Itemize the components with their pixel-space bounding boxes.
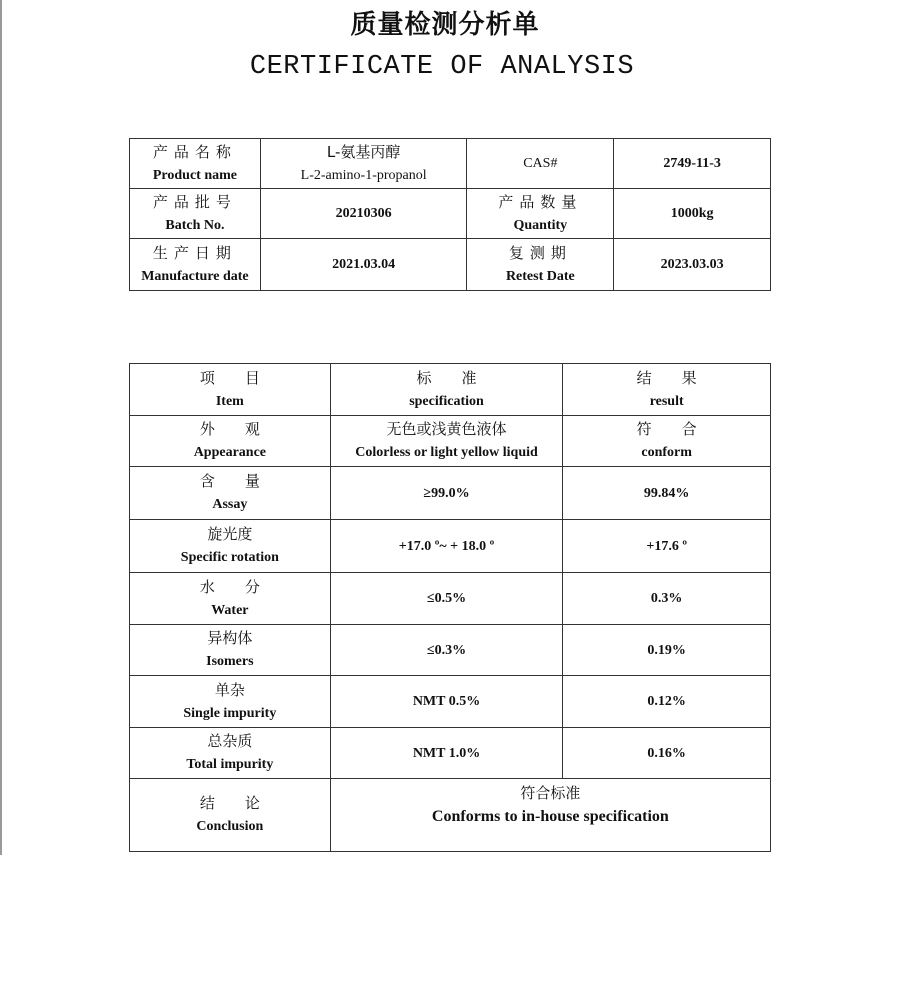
item-cell: 外 观 Appearance — [130, 416, 331, 467]
header-specification: 标 准 specification — [330, 364, 563, 416]
batch-value: 20210306 — [260, 189, 467, 239]
info-row-product — [130, 139, 771, 189]
manufacture-date-label: 生产日期 Manufacture date — [130, 239, 261, 291]
retest-date-value: 2023.03.03 — [614, 239, 771, 291]
product-info-table — [129, 138, 771, 291]
batch-label: 产品批号 Batch No. — [130, 189, 261, 239]
result-cell: 0.19% — [563, 625, 771, 676]
header-result: 结 果 result — [563, 364, 771, 416]
cas-label: CAS# — [467, 139, 614, 189]
document-title-chinese: 质量检测分析单 — [350, 10, 540, 40]
results-row-conclusion — [130, 779, 771, 852]
conclusion-text: 符合标准 Conforms to in-house specification — [330, 779, 770, 852]
results-header-row — [130, 364, 771, 416]
result-cell: 0.16% — [563, 728, 771, 779]
item-cell: 单杂 Single impurity — [130, 676, 331, 728]
spec-cell: 无色或浅黄色液体 Colorless or light yellow liquid — [330, 416, 563, 467]
results-row-water — [130, 573, 771, 625]
spec-cell: ≥99.0% — [330, 467, 563, 520]
header-item: 项 目 Item — [130, 364, 331, 416]
retest-date-label: 复测期 Retest Date — [467, 239, 614, 291]
spec-cell: NMT 1.0% — [330, 728, 563, 779]
result-cell: 0.3% — [563, 573, 771, 625]
quantity-label: 产品数量 Quantity — [467, 189, 614, 239]
results-row-isomers — [130, 625, 771, 676]
result-cell: 符 合 conform — [563, 416, 771, 467]
item-cell: 总杂质 Total impurity — [130, 728, 331, 779]
item-cell: 旋光度 Specific rotation — [130, 520, 331, 573]
result-cell: +17.6 º — [563, 520, 771, 573]
spec-cell: ≤0.5% — [330, 573, 563, 625]
cas-value: 2749-11-3 — [614, 139, 771, 189]
spec-cell: +17.0 º~ + 18.0 º — [330, 520, 563, 573]
item-cell: 异构体 Isomers — [130, 625, 331, 676]
spec-cell: NMT 0.5% — [330, 676, 563, 728]
product-name-value: L-氨基丙醇 L-2-amino-1-propanol — [260, 139, 467, 189]
result-cell: 99.84% — [563, 467, 771, 520]
results-row-assay — [130, 467, 771, 520]
analysis-results-table — [129, 363, 771, 852]
item-cell: 含 量 Assay — [130, 467, 331, 520]
product-name-label: 产品名称 Product name — [130, 139, 261, 189]
document-title-english: CERTIFICATE OF ANALYSIS — [249, 52, 635, 82]
info-row-batch — [130, 189, 771, 239]
results-row-appearance — [130, 416, 771, 467]
manufacture-date-value: 2021.03.04 — [260, 239, 467, 291]
page-left-edge — [0, 0, 2, 855]
conclusion-label: 结 论 Conclusion — [130, 779, 331, 852]
result-cell: 0.12% — [563, 676, 771, 728]
quantity-value: 1000kg — [614, 189, 771, 239]
item-cell: 水 分 Water — [130, 573, 331, 625]
results-row-total-impurity — [130, 728, 771, 779]
spec-cell: ≤0.3% — [330, 625, 563, 676]
info-row-dates — [130, 239, 771, 291]
results-row-specific-rotation — [130, 520, 771, 573]
results-row-single-impurity — [130, 676, 771, 728]
